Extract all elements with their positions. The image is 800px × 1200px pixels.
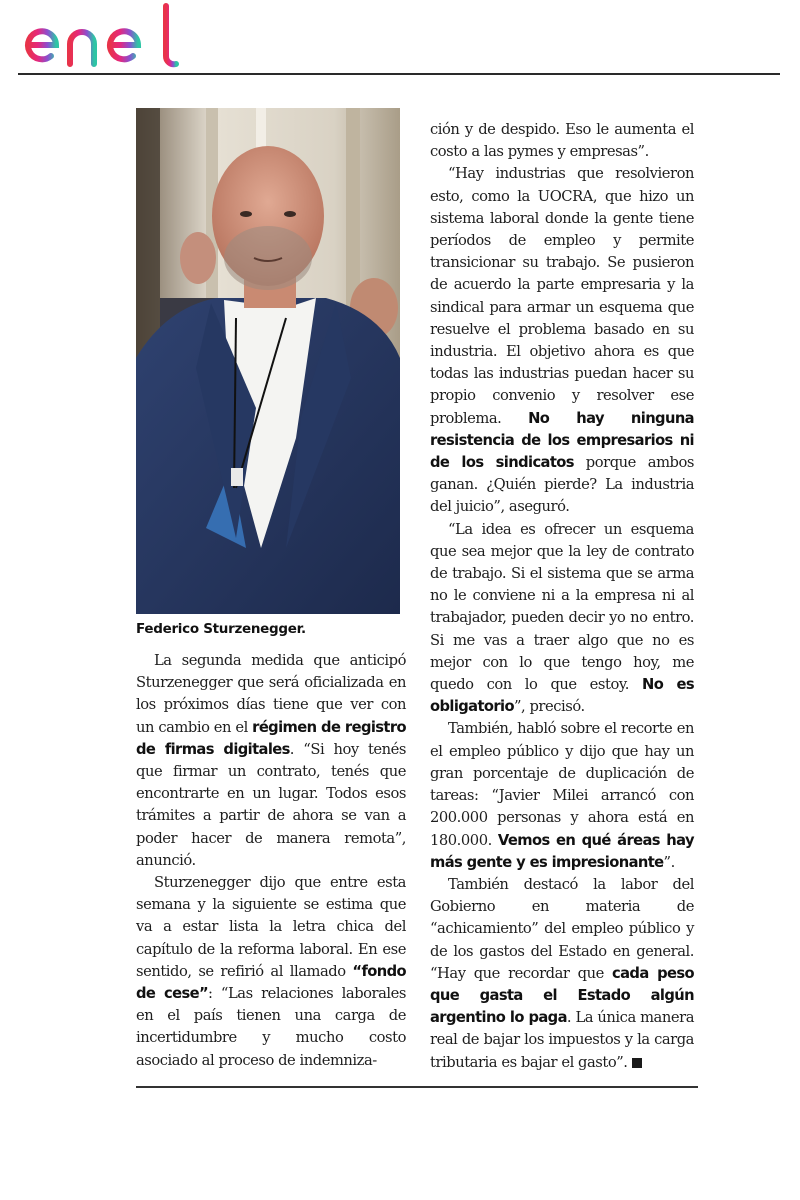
article-column-left [136, 650, 406, 1072]
end-of-article-mark [632, 1058, 642, 1068]
enel-logo [18, 2, 198, 72]
article-paragraph: “Hay industrias que resolvieron esto, como la UOCRA, que hizo un sistema laboral donde la gente tiene períodos de empleo y permite transicionar su trabajo. Se pusieron de acuerdo la parte empresaria y la sindical para armar un esquema que resuelve el problema basado en su industria. El objetivo ahora es que todas las industrias puedan hacer su propio convenio y resolver ese problema. No hay ninguna resistencia de los empresarios ni de los sindicatos porque ambos ganan. ¿Quién pierde? La industria del juicio”, aseguró. [430, 165, 694, 516]
header-rule [18, 73, 780, 75]
article-paragraph: También destacó la labor del Gobierno en materia de “achicamiento” del empleo público y de los gastos del Estado en general. “Hay que recordar que cada peso que gasta el Estado algún argentino lo paga. La única manera real de bajar los impuestos y la carga tributaria es bajar el gasto”. [430, 875, 694, 1071]
page-header [0, 0, 800, 78]
portrait-photo [136, 108, 400, 614]
article-column-right [430, 119, 694, 1074]
photo-caption: Federico Sturzenegger. [136, 621, 306, 637]
footer-rule [136, 1086, 698, 1088]
article-paragraph: “La idea es ofrecer un esquema que sea mejor que la ley de contrato de trabajo. Si el sistema que se arma no le conviene ni a la empresa ni al trabajador, pueden decir yo no entro. Si me vas a traer algo que no es mejor con lo que tengo hoy, me quedo con lo que estoy. No es obligatorio”, precisó. [430, 520, 695, 716]
article-paragraph: También, habló sobre el recorte en el empleo público y dijo que hay un gran porcentaje de duplicación de tareas: “Javier Milei arrancó con 200.000 personas y ahora está en 180.000. Vemos en qué áreas hay más gente y es impresionante”. [430, 720, 694, 871]
article-paragraph: Sturzenegger dijo que entre esta semana y la siguiente se estima que va a estar lista la letra chica del capítulo de la reforma laboral. En ese sentido, se refirió al llamado “fondo de cese”: “Las relaciones laborales en el país tienen una carga de incertidumbre y mucho costo asociado al proceso de indemniza- [136, 874, 406, 1069]
article-paragraph: La segunda medida que anticipó Sturzenegger que será oficializada en los próximos días tiene que ver con un cambio en el régimen de registro de firmas digitales. “Si hoy tenés que firmar un contrato, tenés que encontrarte en un lugar. Todos esos trámites a partir de ahora se van a poder hacer de manera remota”, anunció. [136, 652, 407, 869]
article-paragraph: ción y de despido. Eso le aumenta el costo a las pymes y empresas”. [430, 121, 694, 161]
